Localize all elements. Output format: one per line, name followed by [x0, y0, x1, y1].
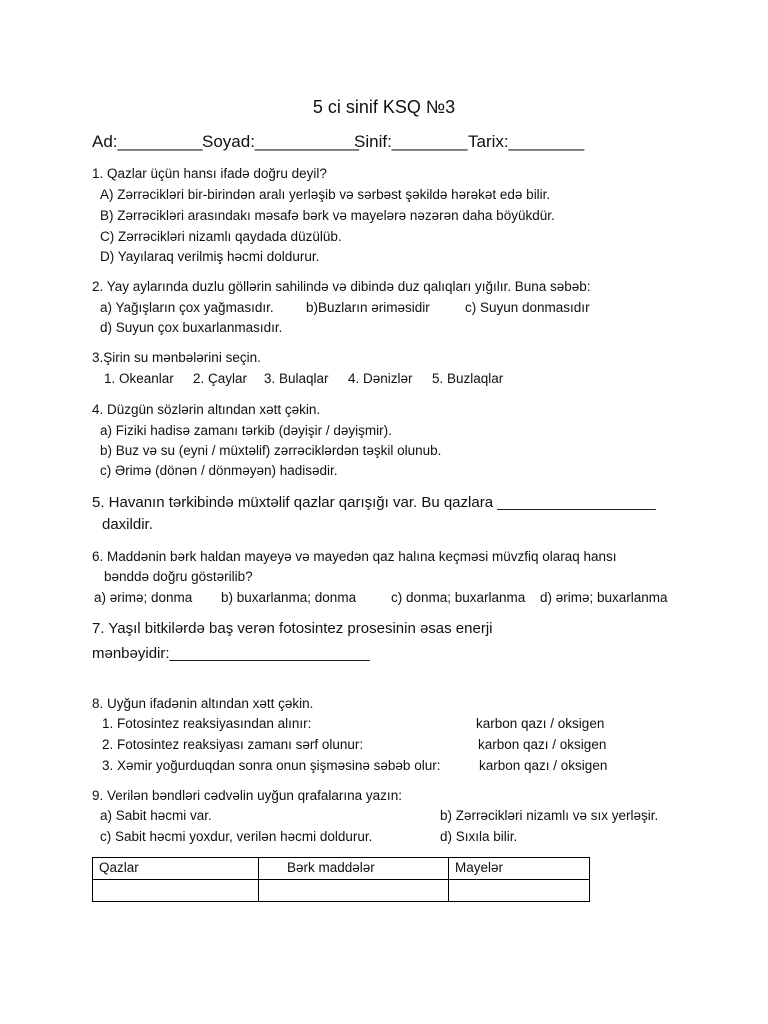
q5-line-1: 5. Havanın tərkibində müxtəlif qazlar qarışığı var. Bu qazlara ___________________	[92, 494, 656, 511]
q3-option-5: 5. Buzlaqlar	[432, 371, 504, 386]
table-cell-qazlar[interactable]	[93, 880, 259, 902]
table-header-mayeler: Mayelər	[449, 858, 590, 880]
q1-option-d: D) Yayılaraq verilmiş həcmi doldurur.	[100, 249, 320, 264]
q8-question: 8. Uyğun ifadənin altından xətt çəkin.	[92, 696, 314, 711]
q5-line-2: daxildir.	[102, 516, 153, 533]
q4-question: 4. Düzgün sözlərin altından xətt çəkin.	[92, 402, 321, 417]
table-cell-mayeler[interactable]	[449, 880, 590, 902]
q9-option-c: c) Sabit həcmi yoxdur, verilən həcmi doldurur.	[100, 829, 373, 844]
q9-option-b: b) Zərrəcikləri nizamlı və sıx yerləşir.	[440, 808, 659, 823]
q3-option-4: 4. Dənizlər	[348, 371, 413, 386]
q3-option-2: 2. Çaylar	[193, 371, 248, 386]
q3-question: 3.Şirin su mənbələrini seçin.	[92, 350, 261, 365]
q6-option-a: a) ərimə; donma	[94, 590, 193, 605]
q3-option-1: 1. Okeanlar	[104, 371, 174, 386]
q1-option-c: C) Zərrəcikləri nizamlı qaydada düzülüb.	[100, 229, 342, 244]
q6-option-b: b) buxarlanma; donma	[221, 590, 357, 605]
q9-option-d: d) Sıxıla bilir.	[440, 829, 518, 844]
classification-table	[92, 857, 590, 902]
q1-question: 1. Qazlar üçün hansı ifadə doğru deyil?	[92, 166, 327, 181]
q8-choice-1: karbon qazı / oksigen	[476, 716, 605, 731]
sinif-field[interactable]: Sinif:________	[354, 132, 468, 151]
q3-option-3: 3. Bulaqlar	[264, 371, 329, 386]
q4-option-a: a) Fiziki hadisə zamanı tərkib (dəyişir / dəyişmir).	[100, 423, 392, 438]
q6-line-2: bənddə doğru göstərilib?	[104, 569, 253, 584]
q6-option-d: d) ərimə; buxarlanma	[540, 590, 668, 605]
q6-option-c: c) donma; buxarlanma	[391, 590, 526, 605]
q4-option-c: c) Ərimə (dönən / dönməyən) hadisədir.	[100, 463, 338, 478]
q2-question: 2. Yay aylarında duzlu göllərin sahilində və dibində duz qalıqları yığılır. Buna səbəb:	[92, 279, 591, 294]
q8-choice-3: karbon qazı / oksigen	[479, 758, 608, 773]
table-cell-berk[interactable]	[259, 880, 449, 902]
q2-option-b: b)Buzların əriməsidir	[306, 300, 430, 315]
q8-statement-2: 2. Fotosintez reaksiyası zamanı sərf olunur:	[102, 737, 364, 752]
q8-statement-3: 3. Xəmir yoğurduqdan sonra onun şişməsinə səbəb olur:	[102, 758, 441, 773]
q1-option-a: A) Zərrəcikləri bir-birindən aralı yerləşib və sərbəst şəkildə hərəkət edə bilir.	[100, 187, 551, 202]
q1-option-b: B) Zərrəcikləri arasındakı məsafə bərk və mayelərə nəzərən daha böyükdür.	[100, 208, 555, 223]
q2-option-a: a) Yağışların çox yağmasıdır.	[100, 300, 274, 315]
q8-statement-1: 1. Fotosintez reaksiyasından alınır:	[102, 716, 312, 731]
q7-line-2: mənbəyidir:________________________	[92, 645, 370, 662]
ad-field[interactable]: Ad:_________	[92, 132, 203, 151]
q9-question: 9. Verilən bəndləri cədvəlin uyğun qrafalarına yazın:	[92, 788, 402, 803]
soyad-field[interactable]: Soyad:___________	[202, 132, 359, 151]
table-header-berk: Bərk maddələr	[259, 858, 449, 880]
page-title: 5 ci sinif KSQ №3	[312, 97, 456, 117]
q2-option-c: c) Suyun donmasıdır	[465, 300, 590, 315]
q8-choice-2: karbon qazı / oksigen	[478, 737, 607, 752]
q2-option-d: d) Suyun çox buxarlanmasıdır.	[100, 320, 283, 335]
tarix-field[interactable]: Tarix:________	[468, 132, 585, 151]
q7-line-1: 7. Yaşıl bitkilərdə baş verən fotosintez prosesinin əsas enerji	[92, 620, 493, 637]
q6-line-1: 6. Maddənin bərk haldan mayeyə və mayedən qaz halına keçməsi müvzfiq olaraq hansı	[92, 549, 617, 564]
table-header-qazlar: Qazlar	[93, 858, 259, 880]
q4-option-b: b) Buz və su (eyni / müxtəlif) zərrəciklərdən təşkil olunub.	[100, 443, 442, 458]
q9-option-a: a) Sabit həcmi var.	[100, 808, 212, 823]
